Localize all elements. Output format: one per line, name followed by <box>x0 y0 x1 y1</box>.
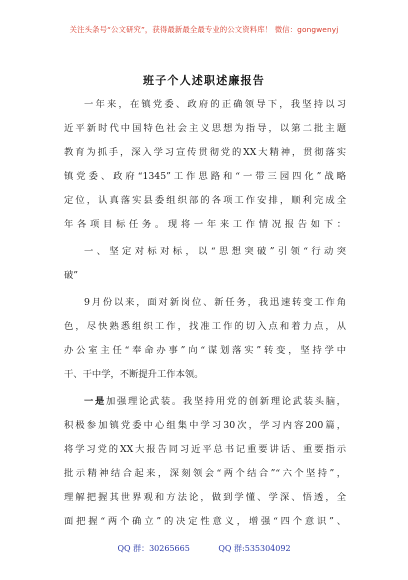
footer <box>0 543 408 554</box>
emphasis-lead: 一是 <box>84 396 106 407</box>
paragraph-line: 年各项目标任务。现将一年来工作情况报告如下： <box>64 219 346 230</box>
paragraph-line: 积极参加镇党委中心组集中学习30次，学习内容200篇， <box>64 420 346 431</box>
paragraph-line: 将学习党的XX大报告同习近平总书记重要讲话、重要指示 <box>64 444 346 455</box>
section-heading: 一、坚定对标对标，以“思想突破”引领“行动突 <box>84 246 346 257</box>
paragraph-line <box>84 396 346 408</box>
document-title: 班子个人述职述廉报告 <box>143 74 265 87</box>
paragraph-line: 干、干中学，不断提升工作本领。 <box>64 369 204 380</box>
paragraph-line: 理解把握其世界观和方法论，做到学懂、学深、悟透，全 <box>64 492 346 503</box>
paragraph-line: 色，尽快熟悉组织工作，找准工作的切入点和着力点，从 <box>64 321 346 332</box>
paragraph-line: 9月份以来，面对新岗位、新任务，我迅速转变工作角 <box>84 297 346 308</box>
paragraph-line: 办公室主任“奉命办事”向“谋划落实”转变，坚持学中 <box>64 345 346 356</box>
paragraph-line: 镇党委、政府“1345”工作思路和“一带三园四化”战略 <box>64 171 346 182</box>
footer-qq-group-1: QQ 群：30265665 <box>117 544 190 553</box>
paragraph-line: 批示精神结合起来，深刻领会“两个结合”“六个坚持”， <box>64 468 346 479</box>
footer-qq-group-2: QQ 群:535304092 <box>218 544 291 553</box>
paragraph-text: 加强理论武装。我坚持用党的创新理论武装头脑， <box>105 396 346 407</box>
header-note: 关注头条号“公文研究”，获得最新最全最专业的公文资料库！ 微信：gongwenyj <box>69 25 339 34</box>
paragraph-line: 定位，认真落实县委组织部的各项工作安排，顺利完成全 <box>64 195 346 206</box>
section-heading: 破” <box>64 270 79 281</box>
paragraph-line: 一年来，在镇党委、政府的正确领导下，我坚持以习 <box>84 99 346 110</box>
paragraph-line: 近平新时代中国特色社会主义思想为指导，以第二批主题 <box>64 123 346 134</box>
paragraph-line: 面把握“两个确立”的决定性意义，增强“四个意识”、 <box>64 516 346 527</box>
paragraph-line: 教育为抓手，深入学习宣传贯彻党的XX大精神，贯彻落实 <box>64 147 346 158</box>
